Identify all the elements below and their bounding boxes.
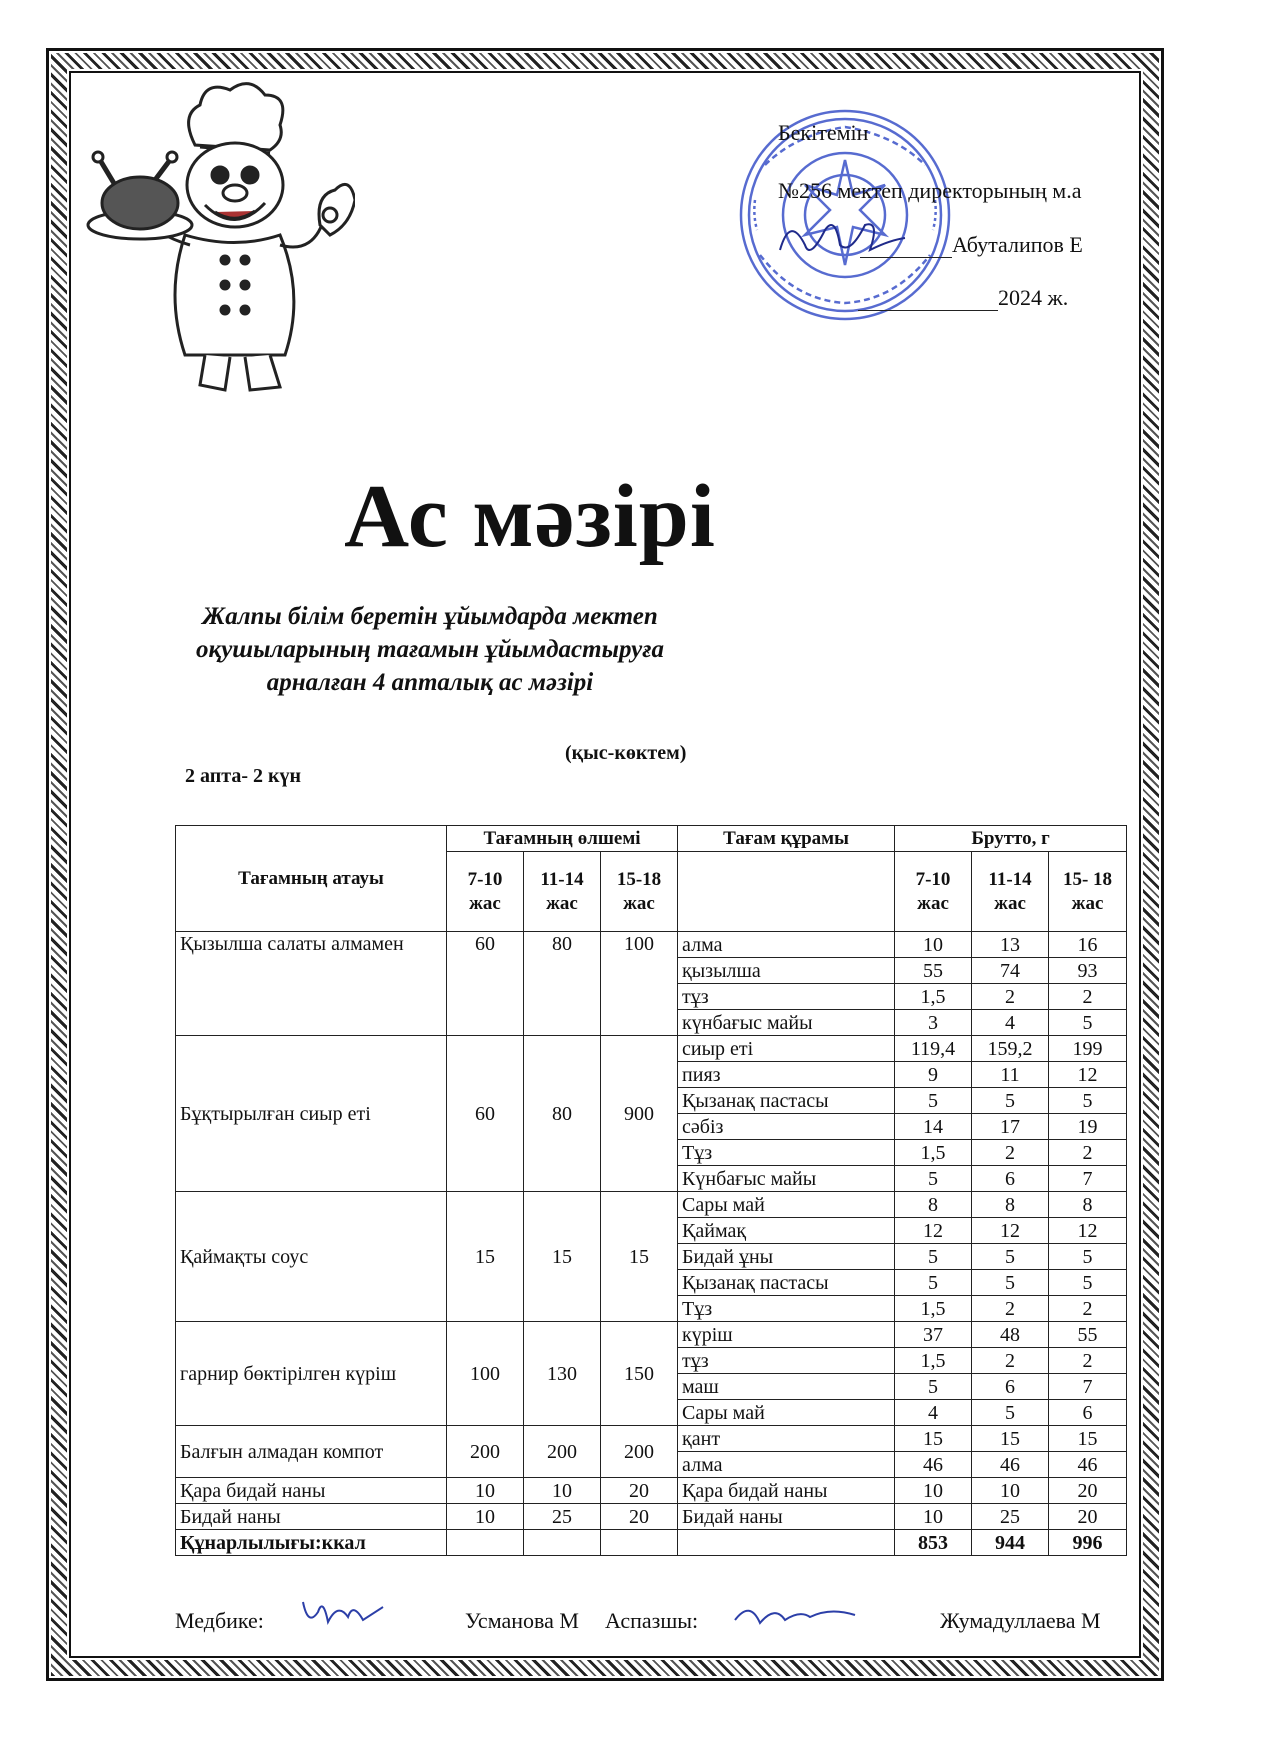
ingredient-brutto: 5 <box>972 1270 1049 1296</box>
header-composition: Тағам құрамы <box>678 826 895 852</box>
ingredient-name: тұз <box>678 984 895 1010</box>
ingredient-name: Бидай ұны <box>678 1244 895 1270</box>
ingredient-brutto: 46 <box>1049 1452 1127 1478</box>
ingredient-brutto: 2 <box>972 984 1049 1010</box>
ingredient-brutto: 48 <box>972 1322 1049 1348</box>
ingredient-name: Сары май <box>678 1400 895 1426</box>
ingredient-brutto: 5 <box>895 1374 972 1400</box>
ingredient-brutto: 119,4 <box>895 1036 972 1062</box>
ingredient-brutto: 8 <box>895 1192 972 1218</box>
ingredient-brutto: 1,5 <box>895 984 972 1010</box>
ingredient-brutto: 5 <box>972 1244 1049 1270</box>
ingredient-brutto: 74 <box>972 958 1049 984</box>
approval-position: №256 мектеп директорының м.а <box>778 178 1082 203</box>
ingredient-name: Бидай наны <box>678 1504 895 1530</box>
ingredient-brutto: 25 <box>972 1504 1049 1530</box>
table-row <box>176 1036 1127 1062</box>
dish-portion: 80 <box>524 932 601 1036</box>
ingredient-brutto: 1,5 <box>895 1348 972 1374</box>
dish-portion: 10 <box>524 1478 601 1504</box>
ingredient-brutto: 159,2 <box>972 1036 1049 1062</box>
ingredient-brutto: 93 <box>1049 958 1127 984</box>
dish-name: гарнир бөктірілген күріш <box>176 1322 447 1426</box>
approval-signature-line <box>860 232 1083 258</box>
dish-portion: 15 <box>524 1192 601 1322</box>
table-row <box>176 1426 1127 1452</box>
dish-name: Балғын алмадан компот <box>176 1426 447 1478</box>
dish-portion: 15 <box>447 1192 524 1322</box>
ingredient-brutto: 5 <box>895 1166 972 1192</box>
ingredient-name: Қызанақ пастасы <box>678 1088 895 1114</box>
dish-portion: 200 <box>524 1426 601 1478</box>
ingredient-brutto: 5 <box>1049 1088 1127 1114</box>
header-dish-name: Тағамның атауы <box>176 826 447 932</box>
ingredient-brutto: 12 <box>895 1218 972 1244</box>
ingredient-brutto: 3 <box>895 1010 972 1036</box>
ingredient-brutto: 10 <box>895 932 972 958</box>
ingredient-brutto: 6 <box>972 1374 1049 1400</box>
header-brutto-age-7-10: 7-10 жас <box>895 852 972 932</box>
ingredient-name: қызылша <box>678 958 895 984</box>
ingredient-brutto: 2 <box>1049 1140 1127 1166</box>
total-empty-cell <box>447 1530 524 1556</box>
dish-portion: 900 <box>601 1036 678 1192</box>
header-composition-blank <box>678 852 895 932</box>
total-label: Құнарлылығы:ккал <box>176 1530 447 1556</box>
menu-table <box>175 825 1127 1556</box>
ingredient-name: пияз <box>678 1062 895 1088</box>
ingredient-brutto: 20 <box>1049 1478 1127 1504</box>
ingredient-brutto: 5 <box>895 1244 972 1270</box>
ingredient-name: күнбағыс майы <box>678 1010 895 1036</box>
ingredient-name: қант <box>678 1426 895 1452</box>
dish-portion: 25 <box>524 1504 601 1530</box>
table-row <box>176 932 1127 958</box>
week-day-label: 2 апта- 2 күн <box>185 765 302 787</box>
ingredient-brutto: 16 <box>1049 932 1127 958</box>
total-row <box>176 1530 1127 1556</box>
season-label: (қыс-көктем) <box>565 742 687 764</box>
dish-portion: 130 <box>524 1322 601 1426</box>
ingredient-brutto: 55 <box>895 958 972 984</box>
ingredient-brutto: 199 <box>1049 1036 1127 1062</box>
ingredient-brutto: 15 <box>895 1426 972 1452</box>
ingredient-brutto: 11 <box>972 1062 1049 1088</box>
ingredient-brutto: 46 <box>895 1452 972 1478</box>
ingredient-brutto: 5 <box>972 1088 1049 1114</box>
ingredient-brutto: 5 <box>895 1270 972 1296</box>
approval-year: 2024 ж. <box>998 285 1069 310</box>
ingredient-name: Қара бидай наны <box>678 1478 895 1504</box>
header-portion: Тағамның өлшемі <box>447 826 678 852</box>
total-empty-cell <box>601 1530 678 1556</box>
dish-portion: 100 <box>447 1322 524 1426</box>
dish-portion: 15 <box>601 1192 678 1322</box>
table-row <box>176 1504 1127 1530</box>
cook-name: Жумадуллаева М <box>940 1608 1101 1633</box>
ingredient-brutto: 14 <box>895 1114 972 1140</box>
dish-name: Бұқтырылған сиыр еті <box>176 1036 447 1192</box>
ingredient-brutto: 10 <box>895 1504 972 1530</box>
dish-name: Қаймақты соус <box>176 1192 447 1322</box>
dish-portion: 150 <box>601 1322 678 1426</box>
ingredient-brutto: 5 <box>1049 1244 1127 1270</box>
ingredient-name: тұз <box>678 1348 895 1374</box>
ingredient-brutto: 1,5 <box>895 1140 972 1166</box>
total-empty-cell <box>524 1530 601 1556</box>
ingredient-brutto: 5 <box>1049 1270 1127 1296</box>
total-kcal: 944 <box>972 1530 1049 1556</box>
ingredient-brutto: 5 <box>972 1400 1049 1426</box>
ingredient-brutto: 2 <box>972 1348 1049 1374</box>
ingredient-brutto: 4 <box>972 1010 1049 1036</box>
director-name: Абуталипов Е <box>952 232 1083 257</box>
ingredient-name: Сары май <box>678 1192 895 1218</box>
page-title: Ас мәзірі <box>344 467 716 566</box>
ingredient-name: сиыр еті <box>678 1036 895 1062</box>
header-brutto-age-11-14: 11-14 жас <box>972 852 1049 932</box>
header-brutto-age-15-18: 15- 18 жас <box>1049 852 1127 932</box>
dish-name: Қызылша салаты алмамен <box>176 932 447 1036</box>
ingredient-brutto: 4 <box>895 1400 972 1426</box>
ingredient-brutto: 55 <box>1049 1322 1127 1348</box>
ingredient-brutto: 12 <box>1049 1218 1127 1244</box>
ingredient-brutto: 2 <box>1049 984 1127 1010</box>
ingredient-brutto: 15 <box>1049 1426 1127 1452</box>
table-row <box>176 1192 1127 1218</box>
dish-portion: 60 <box>447 1036 524 1192</box>
ingredient-brutto: 8 <box>972 1192 1049 1218</box>
table-row <box>176 1478 1127 1504</box>
ingredient-brutto: 37 <box>895 1322 972 1348</box>
ingredient-name: Қаймақ <box>678 1218 895 1244</box>
page-subtitle: Жалпы білім беретін ұйымдарда мектеп оқушыларының тағамын ұйымдастыруға арналған 4 апталық ас мәзірі <box>196 603 664 696</box>
ingredient-brutto: 1,5 <box>895 1296 972 1322</box>
dish-portion: 10 <box>447 1478 524 1504</box>
total-kcal: 996 <box>1049 1530 1127 1556</box>
nurse-signature <box>298 1592 388 1632</box>
ingredient-name: Қызанақ пастасы <box>678 1270 895 1296</box>
cook-signature <box>730 1595 860 1635</box>
dish-name: Қара бидай наны <box>176 1478 447 1504</box>
dish-portion: 20 <box>601 1478 678 1504</box>
dish-portion: 60 <box>447 932 524 1036</box>
dish-portion: 200 <box>447 1426 524 1478</box>
ingredient-name: сәбіз <box>678 1114 895 1140</box>
total-kcal: 853 <box>895 1530 972 1556</box>
dish-portion: 200 <box>601 1426 678 1478</box>
approval-title: Бекітемін <box>778 120 869 145</box>
ingredient-brutto: 10 <box>895 1478 972 1504</box>
header-portion-age-15-18: 15-18 жас <box>601 852 678 932</box>
ingredient-brutto: 19 <box>1049 1114 1127 1140</box>
dish-portion: 100 <box>601 932 678 1036</box>
ingredient-brutto: 6 <box>972 1166 1049 1192</box>
ingredient-brutto: 7 <box>1049 1374 1127 1400</box>
ingredient-brutto: 12 <box>1049 1062 1127 1088</box>
ingredient-brutto: 10 <box>972 1478 1049 1504</box>
ingredient-brutto: 15 <box>972 1426 1049 1452</box>
ingredient-name: алма <box>678 1452 895 1478</box>
approval-date-line <box>858 285 1068 311</box>
header-portion-age-11-14: 11-14 жас <box>524 852 601 932</box>
ingredient-name: Күнбағыс майы <box>678 1166 895 1192</box>
ingredient-brutto: 2 <box>972 1140 1049 1166</box>
cook-label: Аспазшы: <box>605 1608 699 1633</box>
ingredient-name: алма <box>678 932 895 958</box>
ingredient-brutto: 6 <box>1049 1400 1127 1426</box>
header-portion-age-7-10: 7-10 жас <box>447 852 524 932</box>
dish-portion: 20 <box>601 1504 678 1530</box>
ingredient-name: Тұз <box>678 1140 895 1166</box>
ingredient-brutto: 46 <box>972 1452 1049 1478</box>
ingredient-brutto: 7 <box>1049 1166 1127 1192</box>
ingredient-brutto: 17 <box>972 1114 1049 1140</box>
total-empty-cell <box>678 1530 895 1556</box>
ingredient-brutto: 13 <box>972 932 1049 958</box>
ingredient-brutto: 2 <box>1049 1348 1127 1374</box>
dish-portion: 10 <box>447 1504 524 1530</box>
ingredient-brutto: 2 <box>972 1296 1049 1322</box>
ingredient-brutto: 5 <box>1049 1010 1127 1036</box>
ingredient-brutto: 8 <box>1049 1192 1127 1218</box>
ingredient-brutto: 12 <box>972 1218 1049 1244</box>
ingredient-name: Тұз <box>678 1296 895 1322</box>
ingredient-brutto: 9 <box>895 1062 972 1088</box>
dish-portion: 80 <box>524 1036 601 1192</box>
ingredient-name: күріш <box>678 1322 895 1348</box>
header-brutto: Брутто, г <box>895 826 1127 852</box>
nurse-label: Медбике: <box>175 1608 264 1633</box>
ingredient-name: маш <box>678 1374 895 1400</box>
ingredient-brutto: 20 <box>1049 1504 1127 1530</box>
table-row <box>176 1322 1127 1348</box>
ingredient-brutto: 2 <box>1049 1296 1127 1322</box>
chef-illustration <box>85 75 355 405</box>
ingredient-brutto: 5 <box>895 1088 972 1114</box>
dish-name: Бидай наны <box>176 1504 447 1530</box>
nurse-name: Усманова М <box>465 1608 579 1633</box>
